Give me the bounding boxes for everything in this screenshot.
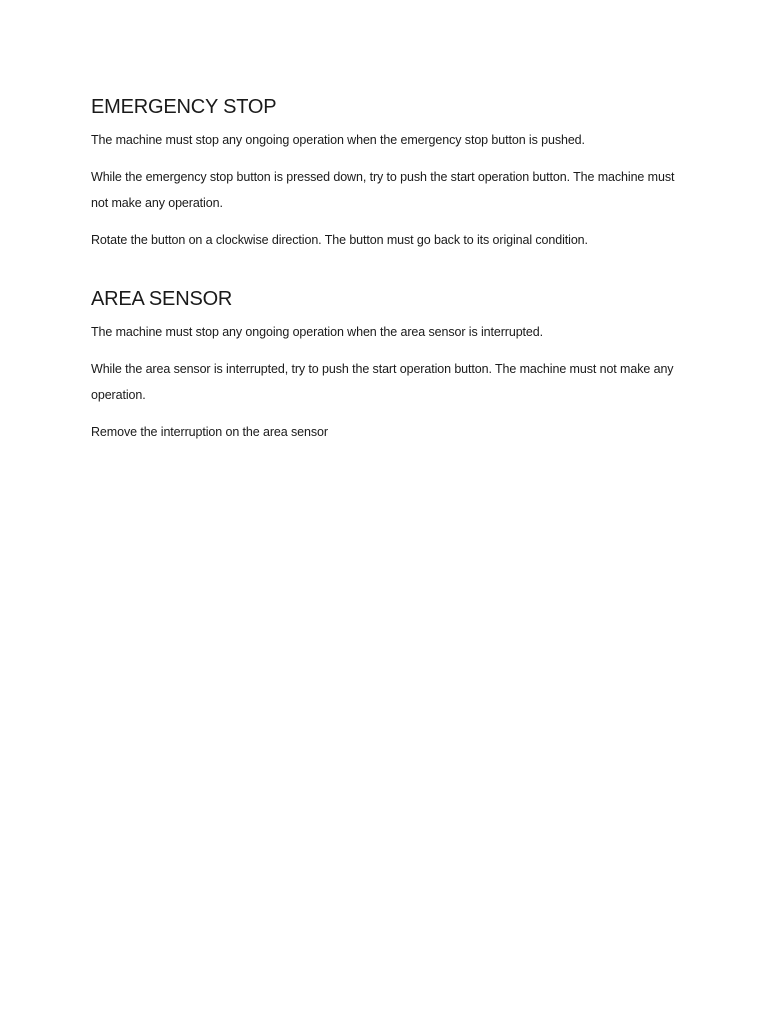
paragraph: Rotate the button on a clockwise direction. The button must go back to its original condition.	[91, 232, 588, 247]
section-area-sensor	[91, 285, 691, 445]
paragraph: While the emergency stop button is pressed down, try to push the start operation button. The machine must not make any operation.	[91, 169, 675, 210]
document-body	[91, 93, 691, 455]
paragraph: The machine must stop any ongoing operation when the emergency stop button is pushed.	[91, 133, 585, 147]
paragraph: The machine must stop any ongoing operation when the area sensor is interrupted.	[91, 325, 543, 339]
paragraph: Remove the interruption on the area sensor	[91, 424, 328, 439]
section-heading: AREA SENSOR	[91, 288, 233, 310]
paragraph: While the area sensor is interrupted, try to push the start operation button. The machine must not make any operation.	[91, 361, 674, 402]
section-heading: EMERGENCY STOP	[91, 96, 277, 118]
section-emergency-stop	[91, 93, 691, 253]
